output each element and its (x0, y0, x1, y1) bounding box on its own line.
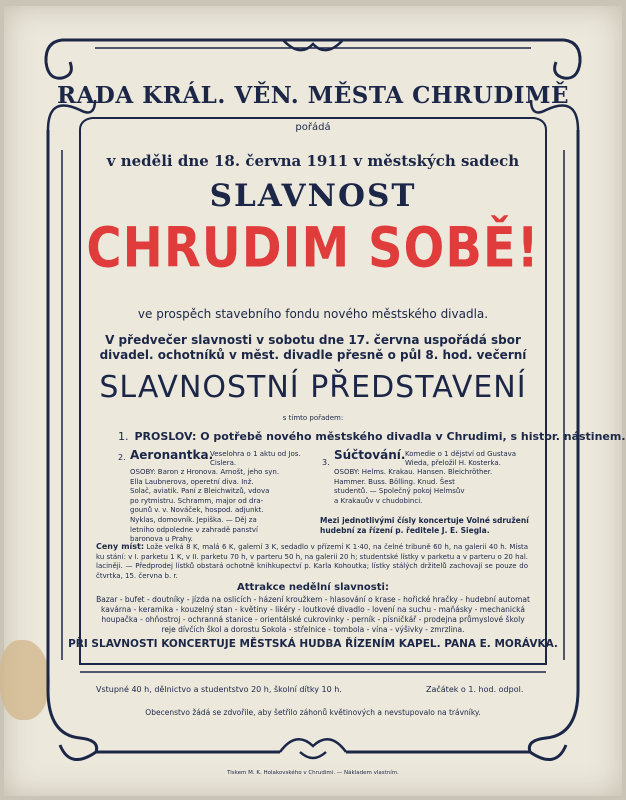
cast-line: Solač, aviatik. Paní z Bleichwitzů, vdova (130, 487, 270, 496)
public-request: Obecenstvo žádá se zdvořile, aby šetřilo záhonů květinových a nevstupovalo na trávníky. (145, 708, 481, 717)
cast-line: OSOBY: Baron z Hronova. Arnošt, jeho syn. (130, 468, 280, 476)
interval-note: Mezi jednotlivými čísly koncertuje Volné sdružení hudební za řízení p. ředitele J. E. Siegla. (320, 516, 529, 535)
program-item-3-cast (334, 468, 530, 506)
attractions-list: Bazar - bufet - doutníky - jízda na oslicích - házení kroužkem - hlasování o krase - hořické hračky - hudební automat kavárna - keramika - kouzelný stan - květiny - likéry - loutkové divadlo - lovení na suchu - maňásky - mechanická houpačka - ohňostroj - ochranná stanice - orientálské cukrovinky - perník - písničkář - prodejna průmyslové školy reje dívčích škol a dorostu Sokola - střelnice - tombola - vína - výšivky - zmrzlina. (96, 595, 530, 634)
cast-line: letního odpoledne v zahradě panství (130, 525, 258, 534)
program-item-2-cast (130, 468, 310, 545)
swirl-top-right (555, 40, 580, 78)
program-item-1-text: PROSLOV: O potřebě nového městského divadla v Chrudimi, s histor. nástinem. (134, 430, 626, 443)
program-intro: s tímto pořadem: (282, 414, 344, 422)
cast-line: OSOBY: Helms. Krakau. Hansen. Bleichröther. (334, 468, 493, 476)
program-item-2-number: 2. (118, 453, 126, 462)
prices-label: Ceny míst: (96, 542, 145, 551)
attractions-heading: Attrakce nedělní slavnosti: (237, 582, 389, 593)
prices-text: Lože velká 8 K, malá 6 K, galerní 3 K, sedadlo v přízemí K 1·40, na čelné tribuně 60 h, na galerii 40 h. Místa ku stání: v I. parketu 1 K, v II. parketu 70 h, v parteru 50 h, na galerii 20 h; studentské lístky v parketu a v parteru o 20 hal. laciněji. — Předprodej lístků obstará ochotně knihkupectví p. Karla Kohoutka; lístky stálých držitelů zachovají se pouze do čtvrtka, 15. června b. r. (96, 543, 529, 580)
benefit-line: ve prospěch stavebního fondu nového městského divadla. (137, 307, 489, 321)
program-item-3-title: Súčtování. (334, 448, 406, 462)
program-item-1-number: 1. (118, 430, 129, 443)
cast-line: a Krakauův v chudobinci. (334, 496, 423, 505)
cast-line: Nyklas, domovník. Jepiška. — Děj za (130, 515, 257, 524)
printer-imprint: Tiskem M. K. Holakovského v Chrudimi. — Nákladem vlastním. (227, 770, 399, 776)
cast-line: studentů. — Společný pokoj Helmsův (334, 487, 465, 496)
program-item-2-title: Aeronantka. (130, 448, 214, 462)
performance-heading: SLAVNOSTNÍ PŘEDSTAVENÍ (99, 370, 527, 405)
eve-line-2: divadel. ochotníků v měst. divadle přesně o půl 8. hod. večerní (99, 348, 527, 362)
program-item-3-number: 3. (322, 458, 330, 467)
admission-prices: Vstupné 40 h, dělnictvo a studentstvo 20 h, školní dítky 10 h. (96, 685, 342, 694)
swirl-top-left (46, 40, 71, 78)
cast-line: po rytmistru. Schramm, major od dra- (130, 496, 264, 505)
cast-line: baronova u Prahy. (130, 535, 193, 544)
cast-line: Ella Laubnerova, operetní diva. Inž. (130, 477, 254, 486)
date-line: v neděli dne 18. června 1911 v městských sadech (106, 152, 520, 170)
program-item-3-info: Komedie o 1 dějství od Gustava Wieda, přeložil H. Kosterka. (405, 450, 517, 467)
eve-announcement (0, 333, 626, 363)
program-item-1 (118, 430, 626, 443)
festivity-heading: SLAVNOST (209, 178, 417, 214)
eve-line-1: V předvečer slavnosti v sobotu dne 17. června uspořádá sbor (105, 333, 521, 347)
presents-line: pořádá (295, 122, 331, 133)
bottom-center-ornament (280, 739, 346, 758)
council-heading: RADA KRÁL. VĚN. MĚSTA CHRUDIMĚ (56, 82, 570, 109)
swirl-bottom-right (529, 690, 578, 760)
band-announcement: PŘI SLAVNOSTI KONCERTUJE MĚSTSKÁ HUDBA ŘÍZENÍM KAPEL. PANA E. MORÁVKA. (68, 638, 558, 650)
cast-line: gounů v. v. Nováček, hospod. adjunkt. (130, 506, 264, 515)
swirl-bottom-left (48, 690, 97, 760)
cast-line: Hammer. Buss. Bölling. Knud. Šest (334, 477, 455, 486)
start-time: Začátek o 1. hod. odpol. (426, 685, 524, 694)
event-title: CHRUDIM SOBĚ! (86, 215, 540, 281)
ticket-prices (96, 542, 528, 581)
program-item-2-info: Veselohra o 1 aktu od Jos. Cislera. (210, 450, 301, 467)
